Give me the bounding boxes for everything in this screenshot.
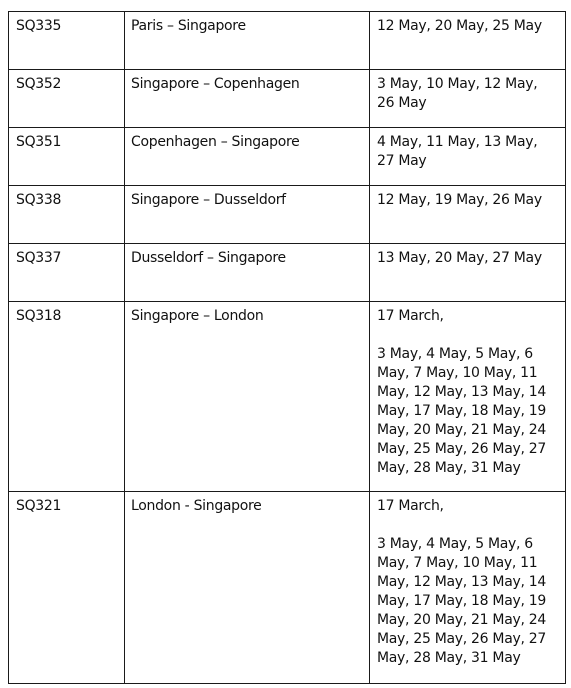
table-row bbox=[9, 12, 566, 70]
flight-number-cell: SQ335 bbox=[9, 12, 125, 70]
flight-number-cell: SQ352 bbox=[9, 70, 125, 128]
table-row bbox=[9, 244, 566, 302]
route-cell: Paris – Singapore bbox=[125, 12, 370, 70]
table-row bbox=[9, 186, 566, 244]
flight-number-cell: SQ351 bbox=[9, 128, 125, 186]
route-cell: Singapore – London bbox=[125, 302, 370, 492]
flight-number-cell: SQ321 bbox=[9, 492, 125, 684]
dates-cell: 12 May, 20 May, 25 May bbox=[370, 12, 566, 70]
flight-number-cell: SQ338 bbox=[9, 186, 125, 244]
route-cell: London - Singapore bbox=[125, 492, 370, 684]
dates-cell: 13 May, 20 May, 27 May bbox=[370, 244, 566, 302]
table-row bbox=[9, 302, 566, 492]
table-row bbox=[9, 128, 566, 186]
flight-number-cell: SQ337 bbox=[9, 244, 125, 302]
table-row bbox=[9, 70, 566, 128]
flight-schedule-table bbox=[8, 11, 566, 684]
route-cell: Dusseldorf – Singapore bbox=[125, 244, 370, 302]
flight-number-cell: SQ318 bbox=[9, 302, 125, 492]
route-cell: Copenhagen – Singapore bbox=[125, 128, 370, 186]
dates-cell: 17 March, 3 May, 4 May, 5 May, 6 May, 7 May, 10 May, 11 May, 12 May, 13 May, 14 May, 17 May, 18 May, 19 May, 20 May, 21 May, 24 May, 25 May, 26 May, 27 May, 28 May, 31 May bbox=[370, 492, 566, 684]
dates-cell: 17 March, 3 May, 4 May, 5 May, 6 May, 7 May, 10 May, 11 May, 12 May, 13 May, 14 May, 17 May, 18 May, 19 May, 20 May, 21 May, 24 May, 25 May, 26 May, 27 May, 28 May, 31 May bbox=[370, 302, 566, 492]
route-cell: Singapore – Copenhagen bbox=[125, 70, 370, 128]
dates-cell: 4 May, 11 May, 13 May, 27 May bbox=[370, 128, 566, 186]
route-cell: Singapore – Dusseldorf bbox=[125, 186, 370, 244]
dates-cell: 3 May, 10 May, 12 May, 26 May bbox=[370, 70, 566, 128]
dates-cell: 12 May, 19 May, 26 May bbox=[370, 186, 566, 244]
table-row bbox=[9, 492, 566, 684]
